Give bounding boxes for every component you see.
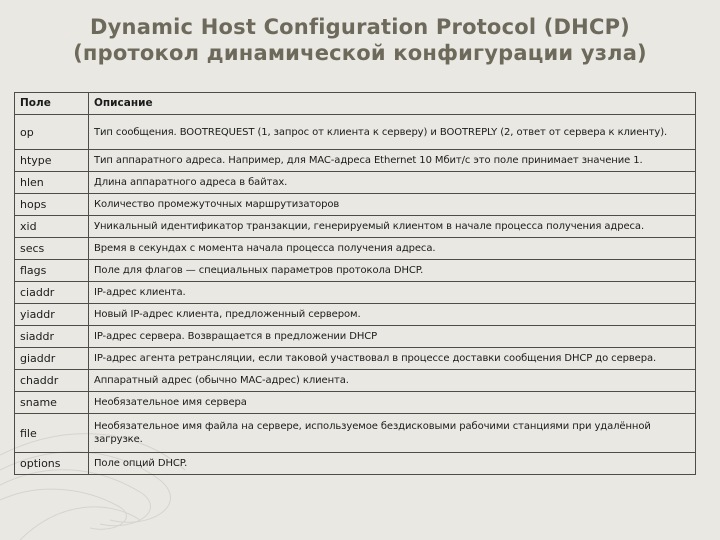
field-description: Уникальный идентификатор транзакции, генерируемый клиентом в начале процесса получения адреса. — [89, 216, 696, 238]
table-row — [15, 392, 696, 414]
field-description: IP-адрес сервера. Возвращается в предложении DHCP — [89, 326, 696, 348]
field-name: ciaddr — [15, 282, 89, 304]
field-description: Длина аппаратного адреса в байтах. — [89, 172, 696, 194]
field-description: Время в секундах с момента начала процесса получения адреса. — [89, 238, 696, 260]
dhcp-fields-table — [14, 92, 696, 475]
table-row — [15, 370, 696, 392]
field-name: htype — [15, 150, 89, 172]
field-name: sname — [15, 392, 89, 414]
table-row — [15, 172, 696, 194]
field-name: giaddr — [15, 348, 89, 370]
field-name: op — [15, 115, 89, 150]
table-header-row — [15, 93, 696, 115]
field-name: yiaddr — [15, 304, 89, 326]
table-row — [15, 150, 696, 172]
title-line-english: Dynamic Host Configuration Protocol (DHCP) — [90, 15, 630, 39]
field-name: hops — [15, 194, 89, 216]
table-row — [15, 326, 696, 348]
field-name: flags — [15, 260, 89, 282]
field-description: Количество промежуточных маршрутизаторов — [89, 194, 696, 216]
table-row — [15, 348, 696, 370]
table-row — [15, 260, 696, 282]
field-description: Аппаратный адрес (обычно MAC-адрес) клиента. — [89, 370, 696, 392]
table-row — [15, 238, 696, 260]
table-row — [15, 216, 696, 238]
table-row — [15, 304, 696, 326]
table-row — [15, 115, 696, 150]
title-line-russian: (протокол динамической конфигурации узла) — [73, 41, 647, 65]
slide-title — [0, 14, 720, 66]
table-row — [15, 282, 696, 304]
field-description: Тип сообщения. BOOTREQUEST (1, запрос от клиента к серверу) и BOOTREPLY (2, ответ от сервера к клиенту). — [89, 115, 696, 150]
field-name: siaddr — [15, 326, 89, 348]
field-name: chaddr — [15, 370, 89, 392]
field-description: Необязательное имя файла на сервере, используемое бездисковыми рабочими станциями при удалённой загрузке. — [89, 414, 696, 453]
header-field: Поле — [15, 93, 89, 115]
field-description: IP-адрес клиента. — [89, 282, 696, 304]
field-description: Поле для флагов — специальных параметров протокола DHCP. — [89, 260, 696, 282]
table-row — [15, 414, 696, 453]
table-row — [15, 453, 696, 475]
field-name: xid — [15, 216, 89, 238]
table-row — [15, 194, 696, 216]
header-description: Описание — [89, 93, 696, 115]
field-name: secs — [15, 238, 89, 260]
field-description: Поле опций DHCP. — [89, 453, 696, 475]
field-description: Новый IP-адрес клиента, предложенный сервером. — [89, 304, 696, 326]
field-description: Необязательное имя сервера — [89, 392, 696, 414]
field-description: Тип аппаратного адреса. Например, для MAC-адреса Ethernet 10 Мбит/с это поле принимает значение 1. — [89, 150, 696, 172]
field-name: file — [15, 414, 89, 453]
field-description: IP-адрес агента ретрансляции, если таковой участвовал в процессе доставки сообщения DHCP до сервера. — [89, 348, 696, 370]
field-name: options — [15, 453, 89, 475]
field-name: hlen — [15, 172, 89, 194]
